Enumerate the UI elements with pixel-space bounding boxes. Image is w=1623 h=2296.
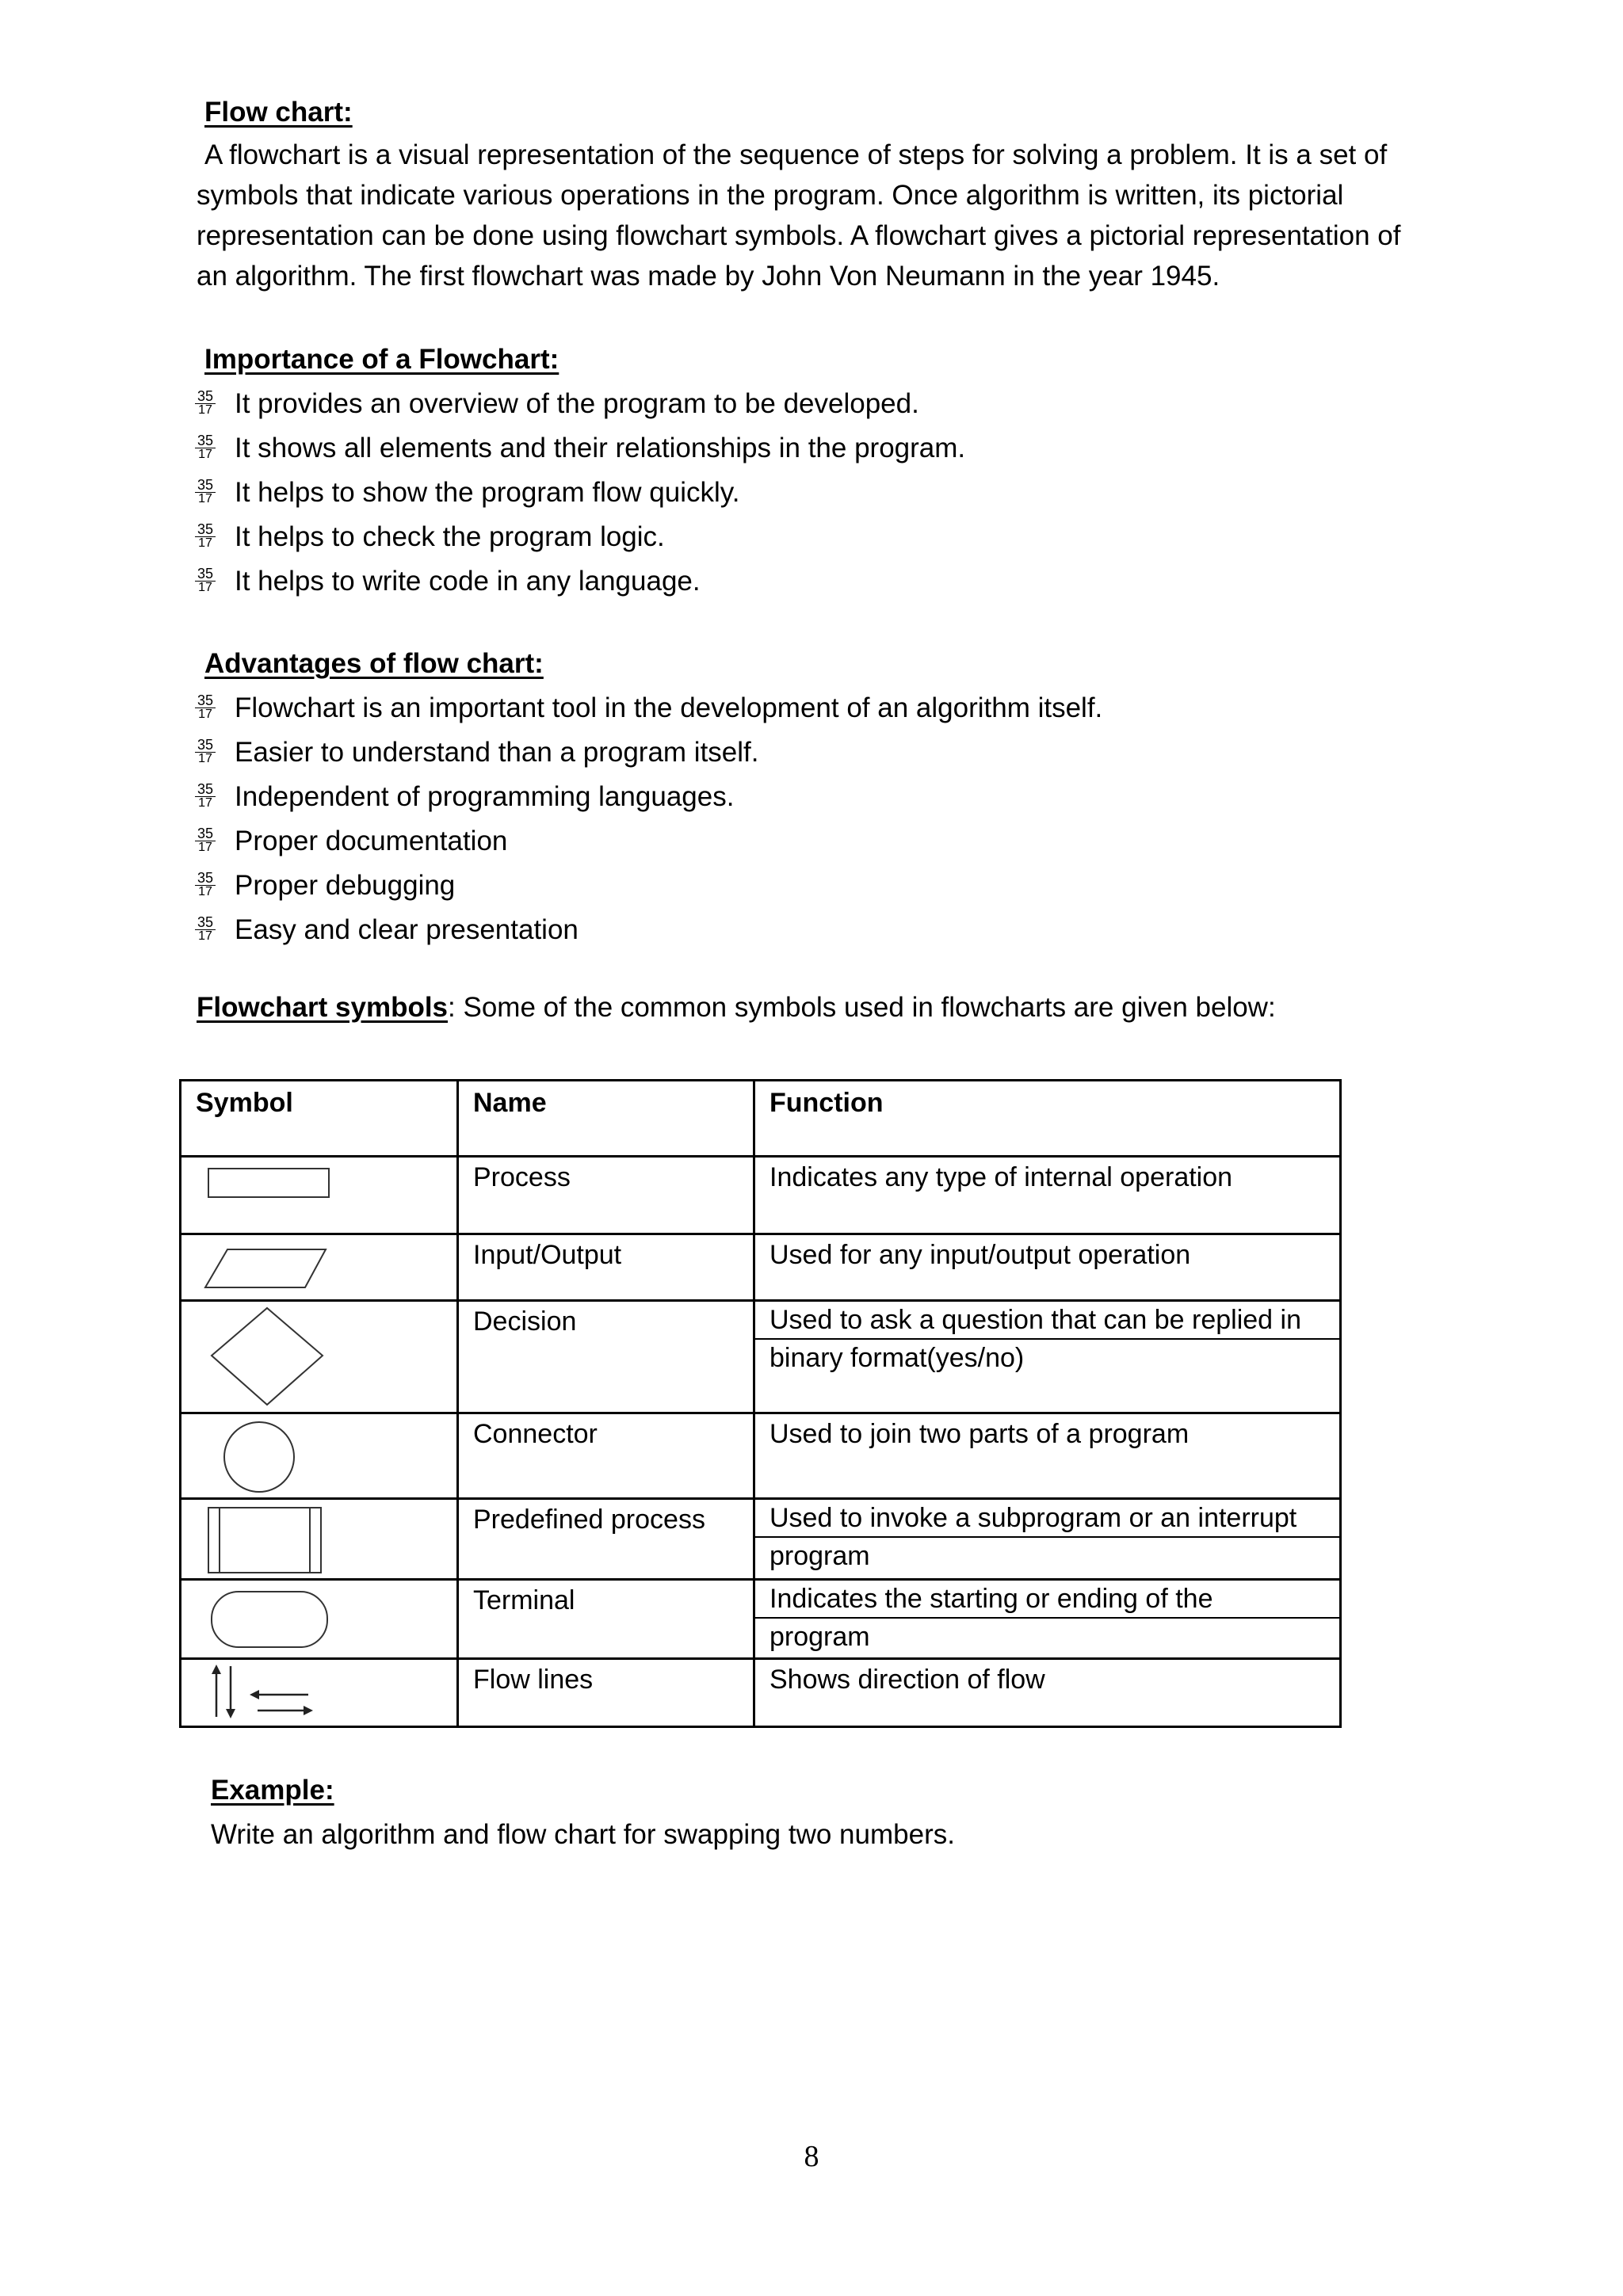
list-item: $\frac{35}{17}$ It shows all elements and their relationships in the program. — [195, 426, 965, 471]
table-row — [181, 1580, 1341, 1659]
bullet-icon: $\frac{35}{17}$ — [195, 871, 216, 898]
paragraph-line: A flowchart is a visual representation of the sequence of steps for solving a problem. It is a set of — [204, 139, 1388, 170]
advantages-list — [195, 686, 1102, 952]
symbol-function: Used to ask a question that can be replied in binary format(yes/no) — [755, 1302, 1339, 1374]
list-item: $\frac{35}{17}$ Independent of programming languages. — [195, 775, 1102, 819]
symbol-function: Used for any input/output operation — [769, 1240, 1191, 1270]
page-number: 8 — [804, 2140, 819, 2173]
process-rectangle-icon — [181, 1158, 454, 1230]
table-row — [181, 1301, 1341, 1413]
symbols-intro — [197, 992, 1276, 1024]
table-header: Name — [458, 1081, 754, 1157]
table-row — [181, 1157, 1341, 1234]
symbol-name: Connector — [473, 1419, 598, 1449]
symbol-function: Used to invoke a subprogram or an interrupt program — [755, 1500, 1339, 1572]
symbol-cell — [181, 1413, 458, 1499]
symbol-cell — [181, 1659, 458, 1727]
symbol-name: Decision — [473, 1306, 577, 1337]
list-item: $\frac{35}{17}$ Flowchart is an important tool in the development of an algorithm itself. — [195, 686, 1102, 730]
symbol-name: Terminal — [473, 1585, 575, 1615]
symbol-function: Indicates the starting or ending of the program — [755, 1581, 1339, 1653]
bullet-icon: $\frac{35}{17}$ — [195, 738, 216, 765]
symbol-name: Process — [473, 1162, 571, 1192]
flowchart-paragraph — [197, 135, 1433, 296]
bullet-icon: $\frac{35}{17}$ — [195, 522, 216, 550]
list-item: $\frac{35}{17}$ It helps to check the program logic. — [195, 515, 965, 559]
symbol-name: Predefined process — [473, 1505, 705, 1535]
symbol-cell — [181, 1499, 458, 1580]
list-item: $\frac{35}{17}$ Easy and clear presentation — [195, 908, 1102, 952]
symbol-name: Flow lines — [473, 1665, 594, 1695]
paragraph-line: an algorithm. The first flowchart was made by John Von Neumann in the year 1945. — [197, 261, 1220, 292]
bullet-icon: $\frac{35}{17}$ — [195, 826, 216, 854]
flowchart-heading: Flow chart: — [204, 97, 353, 128]
list-item: $\frac{35}{17}$ Easier to understand than a program itself. — [195, 730, 1102, 775]
symbol-function: Indicates any type of internal operation — [769, 1162, 1233, 1192]
symbol-cell — [181, 1157, 458, 1234]
symbol-cell — [181, 1580, 458, 1659]
table-row — [181, 1499, 1341, 1580]
paragraph-line: symbols that indicate various operations in the program. Once algorithm is written, its pictorial — [197, 180, 1344, 211]
symbol-function: Used to join two parts of a program — [769, 1419, 1190, 1449]
table-row — [181, 1234, 1341, 1301]
predefined-process-icon — [181, 1500, 454, 1576]
list-item: $\frac{35}{17}$ Proper documentation — [195, 819, 1102, 864]
bullet-icon: $\frac{35}{17}$ — [195, 693, 216, 721]
symbol-function: Shows direction of flow — [769, 1665, 1045, 1695]
importance-list — [195, 382, 965, 604]
table-header: Function — [754, 1081, 1341, 1157]
circle-icon — [181, 1414, 454, 1495]
symbols-table — [179, 1079, 1342, 1728]
symbol-cell — [181, 1234, 458, 1301]
parallelogram-icon — [181, 1235, 454, 1297]
symbols-intro-label: Flowchart symbols — [197, 992, 449, 1023]
bullet-icon: $\frac{35}{17}$ — [195, 566, 216, 594]
paragraph-line: representation can be done using flowchart symbols. A flowchart gives a pictorial representation of — [197, 220, 1401, 251]
bullet-icon: $\frac{35}{17}$ — [195, 389, 216, 417]
symbol-cell — [181, 1301, 458, 1413]
flow-lines-icon — [181, 1660, 454, 1723]
example-text: Write an algorithm and flow chart for swapping two numbers. — [211, 1819, 955, 1850]
importance-heading: Importance of a Flowchart: — [204, 344, 559, 375]
bullet-icon: $\frac{35}{17}$ — [195, 782, 216, 810]
table-row — [181, 1659, 1341, 1727]
table-header: Symbol — [181, 1081, 458, 1157]
example-heading: Example: — [211, 1775, 334, 1806]
symbols-intro-text: : Some of the common symbols used in flowcharts are given below: — [448, 992, 1276, 1023]
advantages-heading: Advantages of flow chart: — [204, 648, 544, 679]
list-item: $\frac{35}{17}$ It helps to write code in any language. — [195, 559, 965, 604]
table-row — [181, 1413, 1341, 1499]
bullet-icon: $\frac{35}{17}$ — [195, 915, 216, 943]
table-header-row — [181, 1081, 1341, 1157]
diamond-icon — [181, 1302, 454, 1409]
list-item: $\frac{35}{17}$ Proper debugging — [195, 864, 1102, 908]
bullet-icon: $\frac{35}{17}$ — [195, 433, 216, 461]
list-item: $\frac{35}{17}$ It provides an overview of the program to be developed. — [195, 382, 965, 426]
terminal-icon — [181, 1581, 454, 1655]
list-item: $\frac{35}{17}$ It helps to show the program flow quickly. — [195, 471, 965, 515]
symbol-name: Input/Output — [473, 1240, 622, 1270]
bullet-icon: $\frac{35}{17}$ — [195, 478, 216, 505]
